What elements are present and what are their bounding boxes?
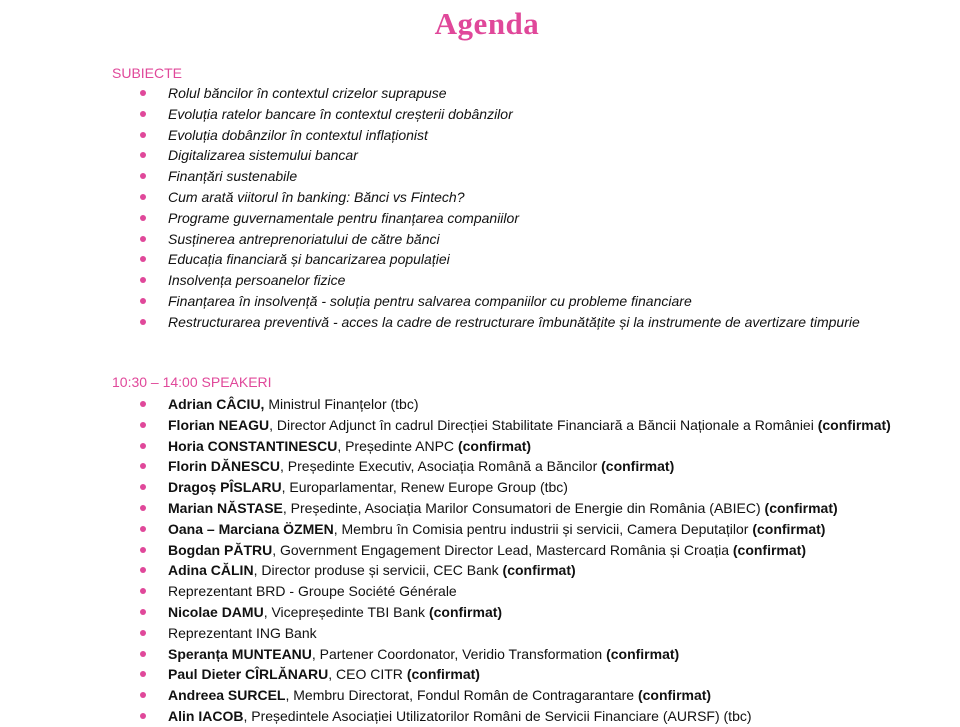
speaker-role: , Director produse și servicii, CEC Bank [253, 562, 503, 579]
speaker-item [0, 540, 928, 561]
speaker-item [0, 436, 928, 457]
topics-list [0, 83, 868, 333]
topic-item [0, 104, 868, 125]
bullet-icon [140, 319, 146, 325]
topic-item [0, 166, 868, 187]
topic-text: Finanțări sustenabile [168, 168, 298, 185]
bullet-icon [140, 609, 146, 615]
topic-item [0, 291, 868, 312]
bullet-icon [140, 505, 146, 511]
bullet-icon [140, 422, 146, 428]
speaker-name: Paul Dieter CÎRLĂNARU [168, 666, 329, 683]
topic-text: Rolul băncilor în contextul crizelor suprapuse [168, 85, 447, 101]
speaker-role: , Europarlamentar, Renew Europe Group (tbc) [281, 479, 568, 496]
topic-text: Restructurarea preventivă - acces la cadre de restructurare îmbunătățite și la instrumente de avertizare timpurie [168, 313, 860, 330]
topic-text: Programe guvernamentale pentru finanțarea companiilor [168, 209, 519, 226]
bullet-icon [140, 111, 146, 117]
speaker-status: (confirmat) [428, 603, 503, 620]
bullet-icon [140, 215, 146, 221]
topic-item [0, 312, 868, 333]
speaker-name: Andreea SURCEL [168, 687, 286, 704]
topic-item [0, 125, 868, 146]
speaker-status: (confirmat) [764, 499, 838, 516]
speaker-role: Reprezentant BRD - Groupe Société Générale [168, 583, 457, 600]
bullet-icon [140, 547, 146, 553]
speaker-role: , Director Adjunct în cadrul Direcției Stabilitate Financiară a Băncii Naționale a României [269, 416, 818, 433]
bullet-icon [140, 463, 146, 469]
speaker-name: Florian NEAGU [168, 416, 270, 433]
topic-text: Digitalizarea sistemului bancar [168, 147, 358, 164]
speaker-item [0, 602, 928, 623]
speaker-item [0, 519, 928, 540]
speaker-item [0, 623, 928, 644]
bullet-icon [140, 236, 146, 242]
speaker-role: Ministrul Finanțelor (tbc) [264, 396, 419, 412]
topic-text: Evoluția dobânzilor în contextul inflaționist [168, 126, 428, 143]
speaker-item [0, 498, 928, 519]
speaker-item [0, 477, 928, 498]
speaker-item [0, 581, 928, 602]
speaker-item [0, 456, 928, 477]
speaker-name: Florin DĂNESCU [168, 458, 280, 475]
speaker-role: , Președintele Asociației Utilizatorilor Români de Servicii Financiare (AURSF) (tbc) [243, 707, 752, 724]
bullet-icon [140, 173, 146, 179]
bullet-icon [140, 567, 146, 573]
speaker-name: Adina CĂLIN [168, 562, 254, 579]
speaker-status: (confirmat) [406, 666, 480, 683]
speakers-heading: 10:30 – 14:00 SPEAKERI [112, 374, 272, 390]
speaker-status: (confirmat) [606, 645, 680, 662]
topic-text: Insolvența persoanelor fizice [168, 272, 346, 289]
speaker-name: Horia CONSTANTINESCU [168, 437, 338, 454]
bullet-icon [140, 713, 146, 719]
topic-text: Finanțarea în insolvență - soluția pentru salvarea companiilor cu probleme financiare [168, 292, 692, 309]
speaker-role: , CEO CITR [328, 666, 407, 683]
speaker-status: (confirmat) [752, 520, 826, 537]
speaker-role: Reprezentant ING Bank [168, 624, 317, 641]
speaker-role: , Președinte Executiv, Asociația Română a Băncilor [280, 458, 602, 475]
bullet-icon [140, 194, 146, 200]
page-title: Agenda [434, 6, 540, 41]
speaker-item [0, 685, 928, 706]
speaker-name: Bogdan PĂTRU [168, 541, 273, 558]
speaker-name: Nicolae DAMU [168, 603, 264, 620]
speaker-name: Oana – Marciana ÖZMEN [168, 520, 334, 537]
speaker-role: , Partener Coordonator, Veridio Transformation [311, 645, 607, 662]
bullet-icon [140, 152, 146, 158]
topic-text: Educația financiară și bancarizarea populației [168, 251, 450, 268]
speaker-role: , Government Engagement Director Lead, Mastercard România și Croația [272, 541, 733, 558]
speaker-status: (confirmat) [817, 416, 891, 433]
bullet-icon [140, 588, 146, 594]
speaker-status: (confirmat) [457, 437, 532, 454]
speaker-name: Speranța MUNTEANU [168, 645, 312, 662]
speaker-role: , Vicepreședinte TBI Bank [263, 603, 429, 620]
speaker-item [0, 560, 928, 581]
speaker-item [0, 644, 928, 665]
speaker-status: (confirmat) [601, 458, 675, 475]
topics-heading: SUBIECTE [112, 65, 183, 81]
bullet-icon [140, 671, 146, 677]
bullet-icon [140, 401, 146, 407]
bullet-icon [140, 277, 146, 283]
speaker-item [0, 664, 928, 685]
topic-item [0, 229, 868, 250]
speaker-name: Marian NĂSTASE [168, 499, 283, 516]
topic-item [0, 270, 868, 291]
bullet-icon [140, 692, 146, 698]
speaker-name: Alin IACOB [168, 707, 244, 724]
speaker-status: (confirmat) [637, 687, 712, 704]
topic-item [0, 208, 868, 229]
speaker-item [0, 415, 928, 436]
speaker-item [0, 706, 928, 727]
topic-text: Cum arată viitorul în banking: Bănci vs Fintech? [168, 188, 465, 205]
speaker-name: Adrian CÂCIU, [168, 396, 265, 412]
bullet-icon [140, 651, 146, 657]
speaker-role: , Președinte ANPC [337, 437, 458, 454]
speaker-role: , Membru în Comisia pentru industrii și servicii, Camera Deputaților [333, 520, 753, 537]
bullet-icon [140, 298, 146, 304]
topic-item [0, 83, 868, 104]
topic-text: Susținerea antreprenoriatului de către bănci [168, 230, 440, 247]
speaker-item [0, 394, 928, 415]
topic-item [0, 249, 868, 270]
topic-text: Evoluția ratelor bancare în contextul creșterii dobânzilor [168, 105, 513, 122]
speaker-status: (confirmat) [732, 541, 806, 558]
bullet-icon [140, 132, 146, 138]
speaker-role: , Președinte, Asociația Marilor Consumatori de Energie din România (ABIEC) [282, 499, 765, 516]
bullet-icon [140, 484, 146, 490]
bullet-icon [140, 443, 146, 449]
bullet-icon [140, 526, 146, 532]
bullet-icon [140, 630, 146, 636]
speakers-list [0, 394, 928, 727]
speaker-role: , Membru Directorat, Fondul Român de Contragarantare [285, 687, 638, 704]
speaker-status: (confirmat) [502, 562, 576, 579]
bullet-icon [140, 90, 146, 96]
speaker-name: Dragoș PÎSLARU [168, 479, 282, 496]
bullet-icon [140, 256, 146, 262]
topic-item [0, 145, 868, 166]
topic-item [0, 187, 868, 208]
